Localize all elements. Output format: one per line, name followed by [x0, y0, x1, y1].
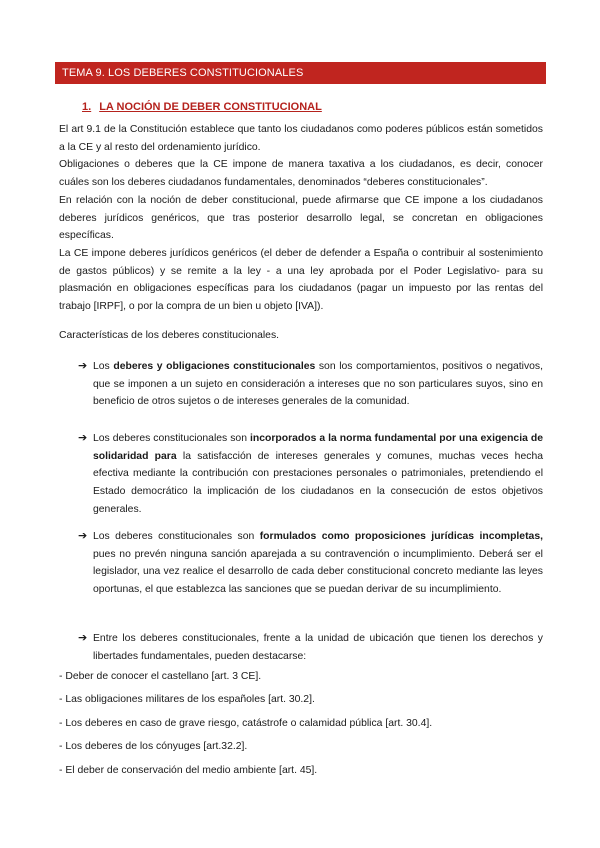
right-arrow-icon: ➔ [78, 632, 88, 644]
intro-text [59, 121, 543, 316]
section-heading [82, 101, 322, 113]
bullet-item [78, 430, 543, 519]
right-arrow-icon: ➔ [78, 530, 88, 542]
list-item: - Los deberes de los cónyuges [art.32.2]. [59, 741, 248, 753]
topic-banner: TEMA 9. LOS DEBERES CONSTITUCIONALES [55, 62, 546, 84]
intro-paragraph: El art 9.1 de la Constitución establece que tanto los ciudadanos como poderes públicos están sometidos a la CE y al resto del ordenamiento jurídico. [59, 124, 543, 153]
bullet-item [78, 528, 543, 599]
intro-paragraph: Obligaciones o deberes que la CE impone de manera taxativa a los ciudadanos, es decir, conocer cuáles son los deberes ciudadanos fundamentales, denominados “deberes constitucionales”. [59, 159, 543, 189]
characteristics-title: Características de los deberes constitucionales. [59, 330, 280, 341]
list-item: - Los deberes en caso de grave riesgo, catástrofe o calamidad pública [art. 30.4]. [59, 717, 433, 729]
right-arrow-icon: ➔ [78, 360, 88, 372]
right-arrow-icon: ➔ [78, 432, 88, 444]
bullet-text: Los deberes y obligaciones constitucionales son los comportamientos, positivos o negativos, que se imponen a un sujeto en consideración a intereses que no son particulares suyos, sino en beneficio de otros sujetos o de intereses generales de la comunidad. [93, 361, 544, 408]
section-number: 1. [82, 101, 92, 113]
bullet-item [78, 358, 543, 411]
list-item: - Las obligaciones militares de los españoles [art. 30.2]. [59, 694, 315, 706]
section-title: LA NOCIÓN DE DEBER CONSTITUCIONAL [99, 101, 322, 113]
bullet-item [78, 630, 543, 665]
bullet-text: Los deberes constitucionales son incorporados a la norma fundamental por una exigencia de solidaridad para la satisfacción de intereses generales y comunes, muchas veces hecha efectiva mediante la contribución con prestaciones personales o patrimoniales, pretendiendo el Estado democrático la implicación de los ciudadanos en la consecución de estos objetivos generales. [93, 433, 543, 515]
intro-paragraph: En relación con la noción de deber constitucional, puede afirmarse que CE impone a los ciudadanos deberes jurídicos genéricos, que tras posterior desarrollo legal, se concretan en obligaciones específicas. [59, 194, 543, 242]
bullet-text: Los deberes constitucionales son formulados como proposiciones jurídicas incompletas, pues no prevén ninguna sanción aparejada a su contravención o incumplimiento. Deberá ser el legislador, una vez realice el desarrollo de cada deber constitucional concreto mediante las leyes oportunas, el que establezca las sanciones que se puedan derivar de su incumplimiento. [93, 531, 543, 596]
duties-list [59, 668, 432, 785]
intro-paragraph: La CE impone deberes jurídicos genéricos (el deber de defender a España o contribuir al sostenimiento de gastos públicos) y se remite a la ley - a una ley aprobada por el Poder Legislativo- para su plasmación en obligaciones específicas para los ciudadanos (pagar un impuesto por las rentas del trabajo [IRPF], o por la compra de un bien u objeto [IVA]). [59, 247, 543, 313]
list-item: - El deber de conservación del medio ambiente [art. 45]. [59, 764, 318, 776]
bullet-text: Entre los deberes constitucionales, frente a la unidad de ubicación que tienen los derechos y libertades fundamentales, pueden destacarse: [93, 633, 543, 662]
list-item: - Deber de conocer el castellano [art. 3 CE]. [59, 671, 262, 682]
